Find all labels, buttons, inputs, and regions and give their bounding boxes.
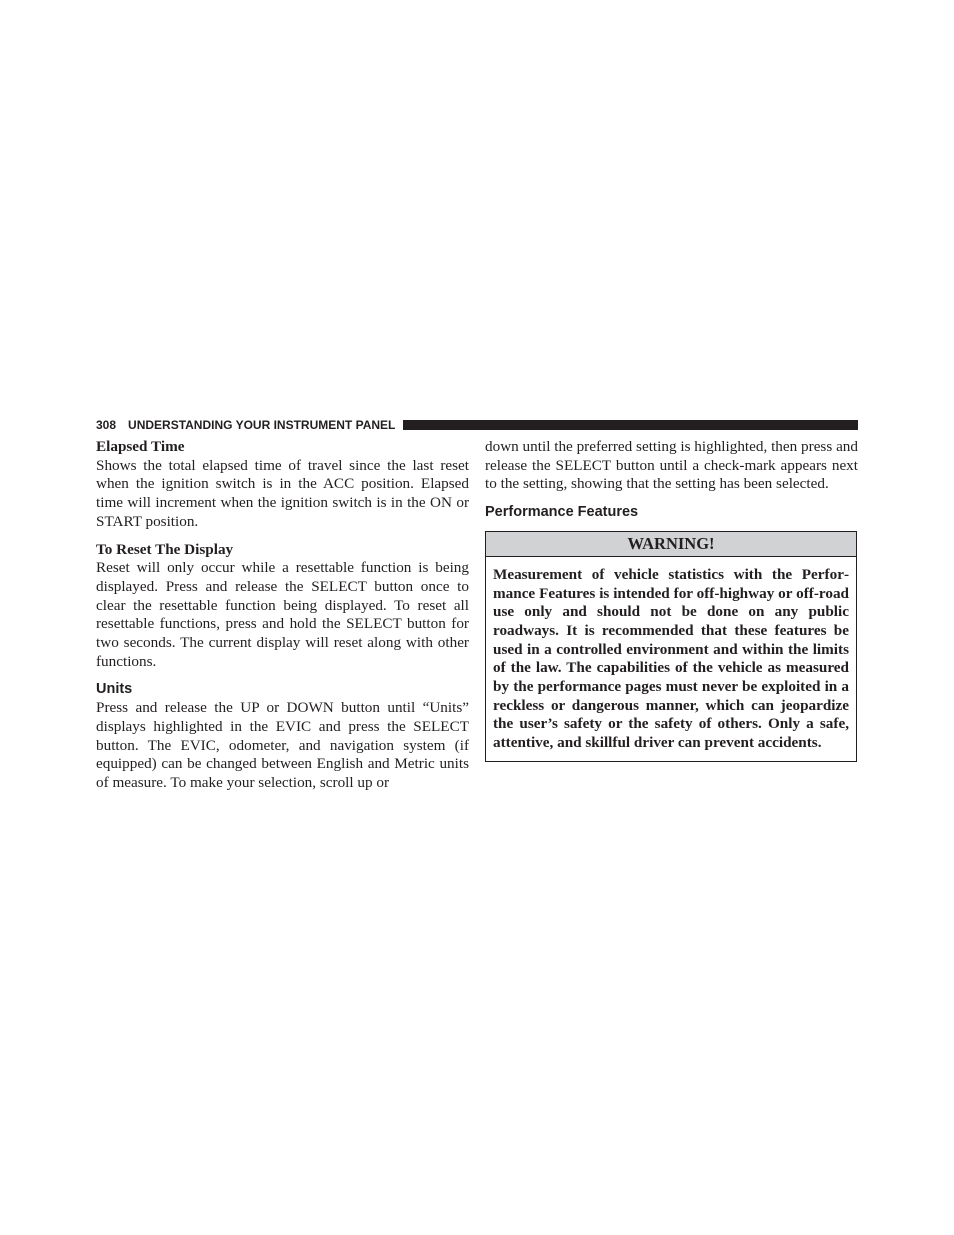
reset-display-body: Reset will only occur while a resettable function is being displayed. Press and release the SELECT button once to clear the resettable function being displayed. To reset all resettable functions, press and hold the SELECT button for two seconds. The current display will reset along with other functions. [96, 559, 469, 670]
section-title: UNDERSTANDING YOUR INSTRUMENT PANEL [128, 418, 396, 432]
warning-title: WARNING! [486, 532, 856, 557]
performance-features-heading: Performance Features [485, 504, 639, 521]
warning-text: Measurement of vehicle statistics with the Performance Features is intended for off-highway or off-road use only and should not be done on any public roadways. It is recommended that these features be used in a controlled environment and within the limits of the law. The capabilities of the vehicle as measured by the performance pages must never be exploited in a reckless or dangerous manner, which can jeopardize the user’s safety or the safety of others. Only a safe, attentive, and skillful driver can prevent accidents. [493, 565, 849, 752]
right-column [485, 438, 858, 762]
units-heading: Units [96, 681, 133, 698]
warning-box [485, 531, 857, 762]
elapsed-time-body: Shows the total elapsed time of travel since the last reset when the ignition switch is in the ACC position. Elapsed time will increment when the ignition switch is in the ON or START position. [96, 456, 469, 530]
elapsed-time-heading: Elapsed Time [96, 438, 185, 455]
header-rule-bar [403, 420, 858, 430]
left-column [96, 438, 469, 793]
units-continued-body: down until the preferred setting is highlighted, then press and release the SELECT button until a check-mark appears next to the setting, showing that the setting has been selected. [485, 438, 858, 493]
units-body: Press and release the UP or DOWN button until “Units” displays highlighted in the EVIC and press the SELECT button. The EVIC, odometer, and navigation system (if equipped) can be changed between English and Metric units of measure. To make your selection, scroll up or [96, 699, 469, 791]
page-header [96, 417, 858, 433]
page-number: 308 [96, 418, 117, 432]
reset-display-heading: To Reset The Display [96, 540, 234, 558]
